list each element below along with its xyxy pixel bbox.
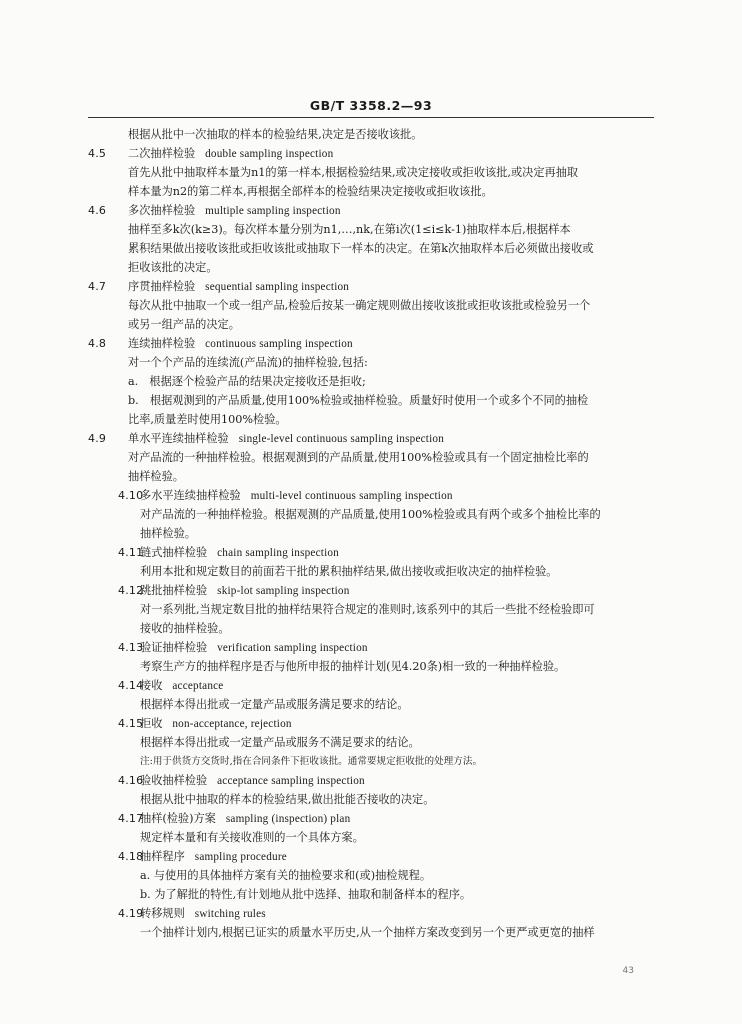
definition-heading — [0, 144, 742, 163]
definition-item — [0, 543, 742, 581]
definition-item — [0, 638, 742, 676]
term — [140, 771, 365, 790]
term-english: chain sampling inspection — [217, 547, 339, 559]
term — [140, 714, 292, 733]
page-number: 43 — [622, 966, 634, 976]
definition-text: 对产品流的一种抽样检验。根据观测到的产品质量,使用100%检验或具有一个固定抽检比率的 — [128, 451, 589, 464]
definition-text: 比率,质量差时使用100%检验。 — [128, 413, 287, 426]
clause-number: 4.5 — [88, 147, 107, 160]
definition-heading — [0, 714, 742, 733]
definition-text: 抽样检验。 — [140, 527, 196, 540]
definition-heading — [0, 201, 742, 220]
definition-text: 对产品流的一种抽样检验。根据观测的产品质量,使用100%检验或具有两个或多个抽检比率的 — [140, 508, 601, 521]
term-chinese: 连续抽样检验 — [128, 337, 196, 350]
term — [140, 486, 453, 505]
term — [128, 201, 341, 220]
clause-number: 4.11 — [118, 546, 144, 559]
definition-heading — [0, 638, 742, 657]
term — [140, 638, 368, 657]
definition-text: 根据样本得出批或一定量产品或服务不满足要求的结论。 — [140, 736, 420, 749]
term-chinese: 链式抽样检验 — [140, 546, 208, 559]
definition-text: 累积结果做出接收该批或拒收该批或抽取下一样本的决定。在第k次抽取样本后必须做出接收或 — [128, 242, 594, 255]
term-english: acceptance — [172, 680, 224, 692]
term-chinese: 转移规则 — [140, 907, 185, 920]
definition-text: 首先从批中抽取样本量为n1的第一样本,根据检验结果,或决定接收或拒收该批,或决定再抽取 — [128, 166, 579, 179]
header-rule — [88, 117, 654, 118]
definition-heading — [0, 809, 742, 828]
term-english: sequential sampling inspection — [205, 281, 350, 293]
clause-number: 4.13 — [118, 641, 144, 654]
definition-text: b. 根据观测到的产品质量,使用100%检验或抽样检验。质量好时使用一个或多个不同的抽检 — [128, 394, 589, 407]
term-chinese: 跳批抽样检验 — [140, 584, 208, 597]
term-chinese: 二次抽样检验 — [128, 147, 196, 160]
term-english: switching rules — [194, 908, 266, 920]
term — [140, 809, 350, 828]
definition-text: 抽样检验。 — [128, 470, 184, 483]
intro-line: 根据从批中一次抽取的样本的检验结果,决定是否接收该批。 — [128, 128, 423, 141]
clause-number: 4.6 — [88, 204, 107, 217]
document-body — [0, 125, 742, 942]
clause-number: 4.14 — [118, 679, 144, 692]
definition-text: 一个抽样计划内,根据已证实的质量水平历史,从一个抽样方案改变到另一个更严或更宽的抽样 — [140, 926, 595, 939]
definition-text: 对一系列批,当规定数目批的抽样结果符合规定的准则时,该系列中的其后一些批不经检验即可 — [140, 603, 595, 616]
definition-text: 对一个个产品的连续流(产品流)的抽样检验,包括: — [128, 356, 368, 369]
definition-item — [0, 277, 742, 334]
clause-number: 4.8 — [88, 337, 107, 350]
term-english: continuous sampling inspection — [205, 338, 353, 350]
definition-item — [0, 714, 742, 771]
term — [128, 144, 333, 163]
definition-item — [0, 144, 742, 201]
definition-text: 考察生产方的抽样程序是否与他所申报的抽样计划(见4.20条)相一致的一种抽样检验。 — [140, 660, 566, 673]
term — [140, 904, 266, 923]
definition-item — [0, 847, 742, 904]
term-english: sampling procedure — [194, 851, 287, 863]
definition-list — [0, 144, 742, 942]
clause-number: 4.17 — [118, 812, 144, 825]
term-english: multi-level continuous sampling inspection — [250, 490, 453, 502]
definition-heading — [0, 334, 742, 353]
term-chinese: 拒收 — [140, 717, 163, 730]
clause-number: 4.7 — [88, 280, 107, 293]
term-english: non-acceptance, rejection — [172, 718, 292, 730]
term-chinese: 单水平连续抽样检验 — [128, 432, 229, 445]
term-chinese: 接收 — [140, 679, 163, 692]
term — [128, 277, 349, 296]
clause-number: 4.12 — [118, 584, 144, 597]
definition-text: 根据样本得出批或一定量产品或服务满足要求的结论。 — [140, 698, 409, 711]
clause-number: 4.19 — [118, 907, 144, 920]
definition-text: 接收的抽样检验。 — [140, 622, 230, 635]
term-chinese: 序贯抽样检验 — [128, 280, 196, 293]
term-chinese: 验证抽样检验 — [140, 641, 208, 654]
clause-number: 4.16 — [118, 774, 144, 787]
definition-note: 注:用于供货方交货时,指在合同条件下拒收该批。通常要规定拒收批的处理方法。 — [140, 756, 483, 767]
definition-item — [0, 581, 742, 638]
definition-item — [0, 334, 742, 429]
term-english: skip-lot sampling inspection — [217, 585, 350, 597]
definition-heading — [0, 676, 742, 695]
definition-heading — [0, 904, 742, 923]
term-english: sampling (inspection) plan — [225, 813, 351, 825]
definition-text: 利用本批和规定数目的前面若干批的累积抽样结果,做出接收或拒收决定的抽样检验。 — [140, 565, 558, 578]
clause-number: 4.18 — [118, 850, 144, 863]
definition-item — [0, 486, 742, 543]
term-chinese: 抽样(检验)方案 — [140, 812, 216, 825]
term — [140, 543, 339, 562]
term — [128, 334, 353, 353]
definition-text: 拒收该批的决定。 — [128, 261, 218, 274]
definition-item — [0, 429, 742, 486]
term-english: verification sampling inspection — [217, 642, 368, 654]
definition-heading — [0, 581, 742, 600]
definition-item — [0, 201, 742, 277]
clause-number: 4.9 — [88, 432, 107, 445]
term-chinese: 多次抽样检验 — [128, 204, 196, 217]
definition-item — [0, 809, 742, 847]
definition-text: 或另一组产品的决定。 — [128, 318, 240, 331]
term — [128, 429, 444, 448]
term-chinese: 抽样程序 — [140, 850, 185, 863]
definition-text: 样本量为n2的第二样本,再根据全部样本的检验结果决定接收或拒收该批。 — [128, 185, 493, 198]
term-english: double sampling inspection — [205, 148, 334, 160]
definition-text: a. 与使用的具体抽样方案有关的抽检要求和(或)抽检规程。 — [140, 869, 432, 882]
term-chinese: 验收抽样检验 — [140, 774, 208, 787]
definition-item — [0, 676, 742, 714]
term-english: multiple sampling inspection — [205, 205, 341, 217]
definition-text: 根据从批中抽取的样本的检验结果,做出批能否接收的决定。 — [140, 793, 435, 806]
clause-number: 4.15 — [118, 717, 144, 730]
clause-number: 4.10 — [118, 489, 144, 502]
definition-text: b. 为了解批的特性,有计划地从批中选择、抽取和制备样本的程序。 — [140, 888, 472, 901]
term — [140, 676, 223, 695]
term — [140, 847, 287, 866]
term — [140, 581, 350, 600]
term-chinese: 多水平连续抽样检验 — [140, 489, 241, 502]
definition-text: 每次从批中抽取一个或一组产品,检验后按某一确定规则做出接收该批或拒收该批或检验另一个 — [128, 299, 591, 312]
definition-heading — [0, 543, 742, 562]
definition-item — [0, 904, 742, 942]
definition-heading — [0, 771, 742, 790]
term-english: single-level continuous sampling inspection — [238, 433, 444, 445]
term-english: acceptance sampling inspection — [217, 775, 365, 787]
definition-heading — [0, 277, 742, 296]
definition-heading — [0, 429, 742, 448]
definition-text: 规定样本量和有关接收准则的一个具体方案。 — [140, 831, 364, 844]
definition-text: a. 根据逐个检验产品的结果决定接收还是拒收; — [128, 375, 366, 388]
definition-text: 抽样至多k次(k≥3)。每次样本量分别为n1,…,nk,在第i次(1≤i≤k-1)抽取样本后,根据样本 — [128, 223, 571, 236]
definition-heading — [0, 486, 742, 505]
definition-heading — [0, 847, 742, 866]
definition-item — [0, 771, 742, 809]
page-header: GB/T 3358.2—93 — [309, 98, 433, 113]
